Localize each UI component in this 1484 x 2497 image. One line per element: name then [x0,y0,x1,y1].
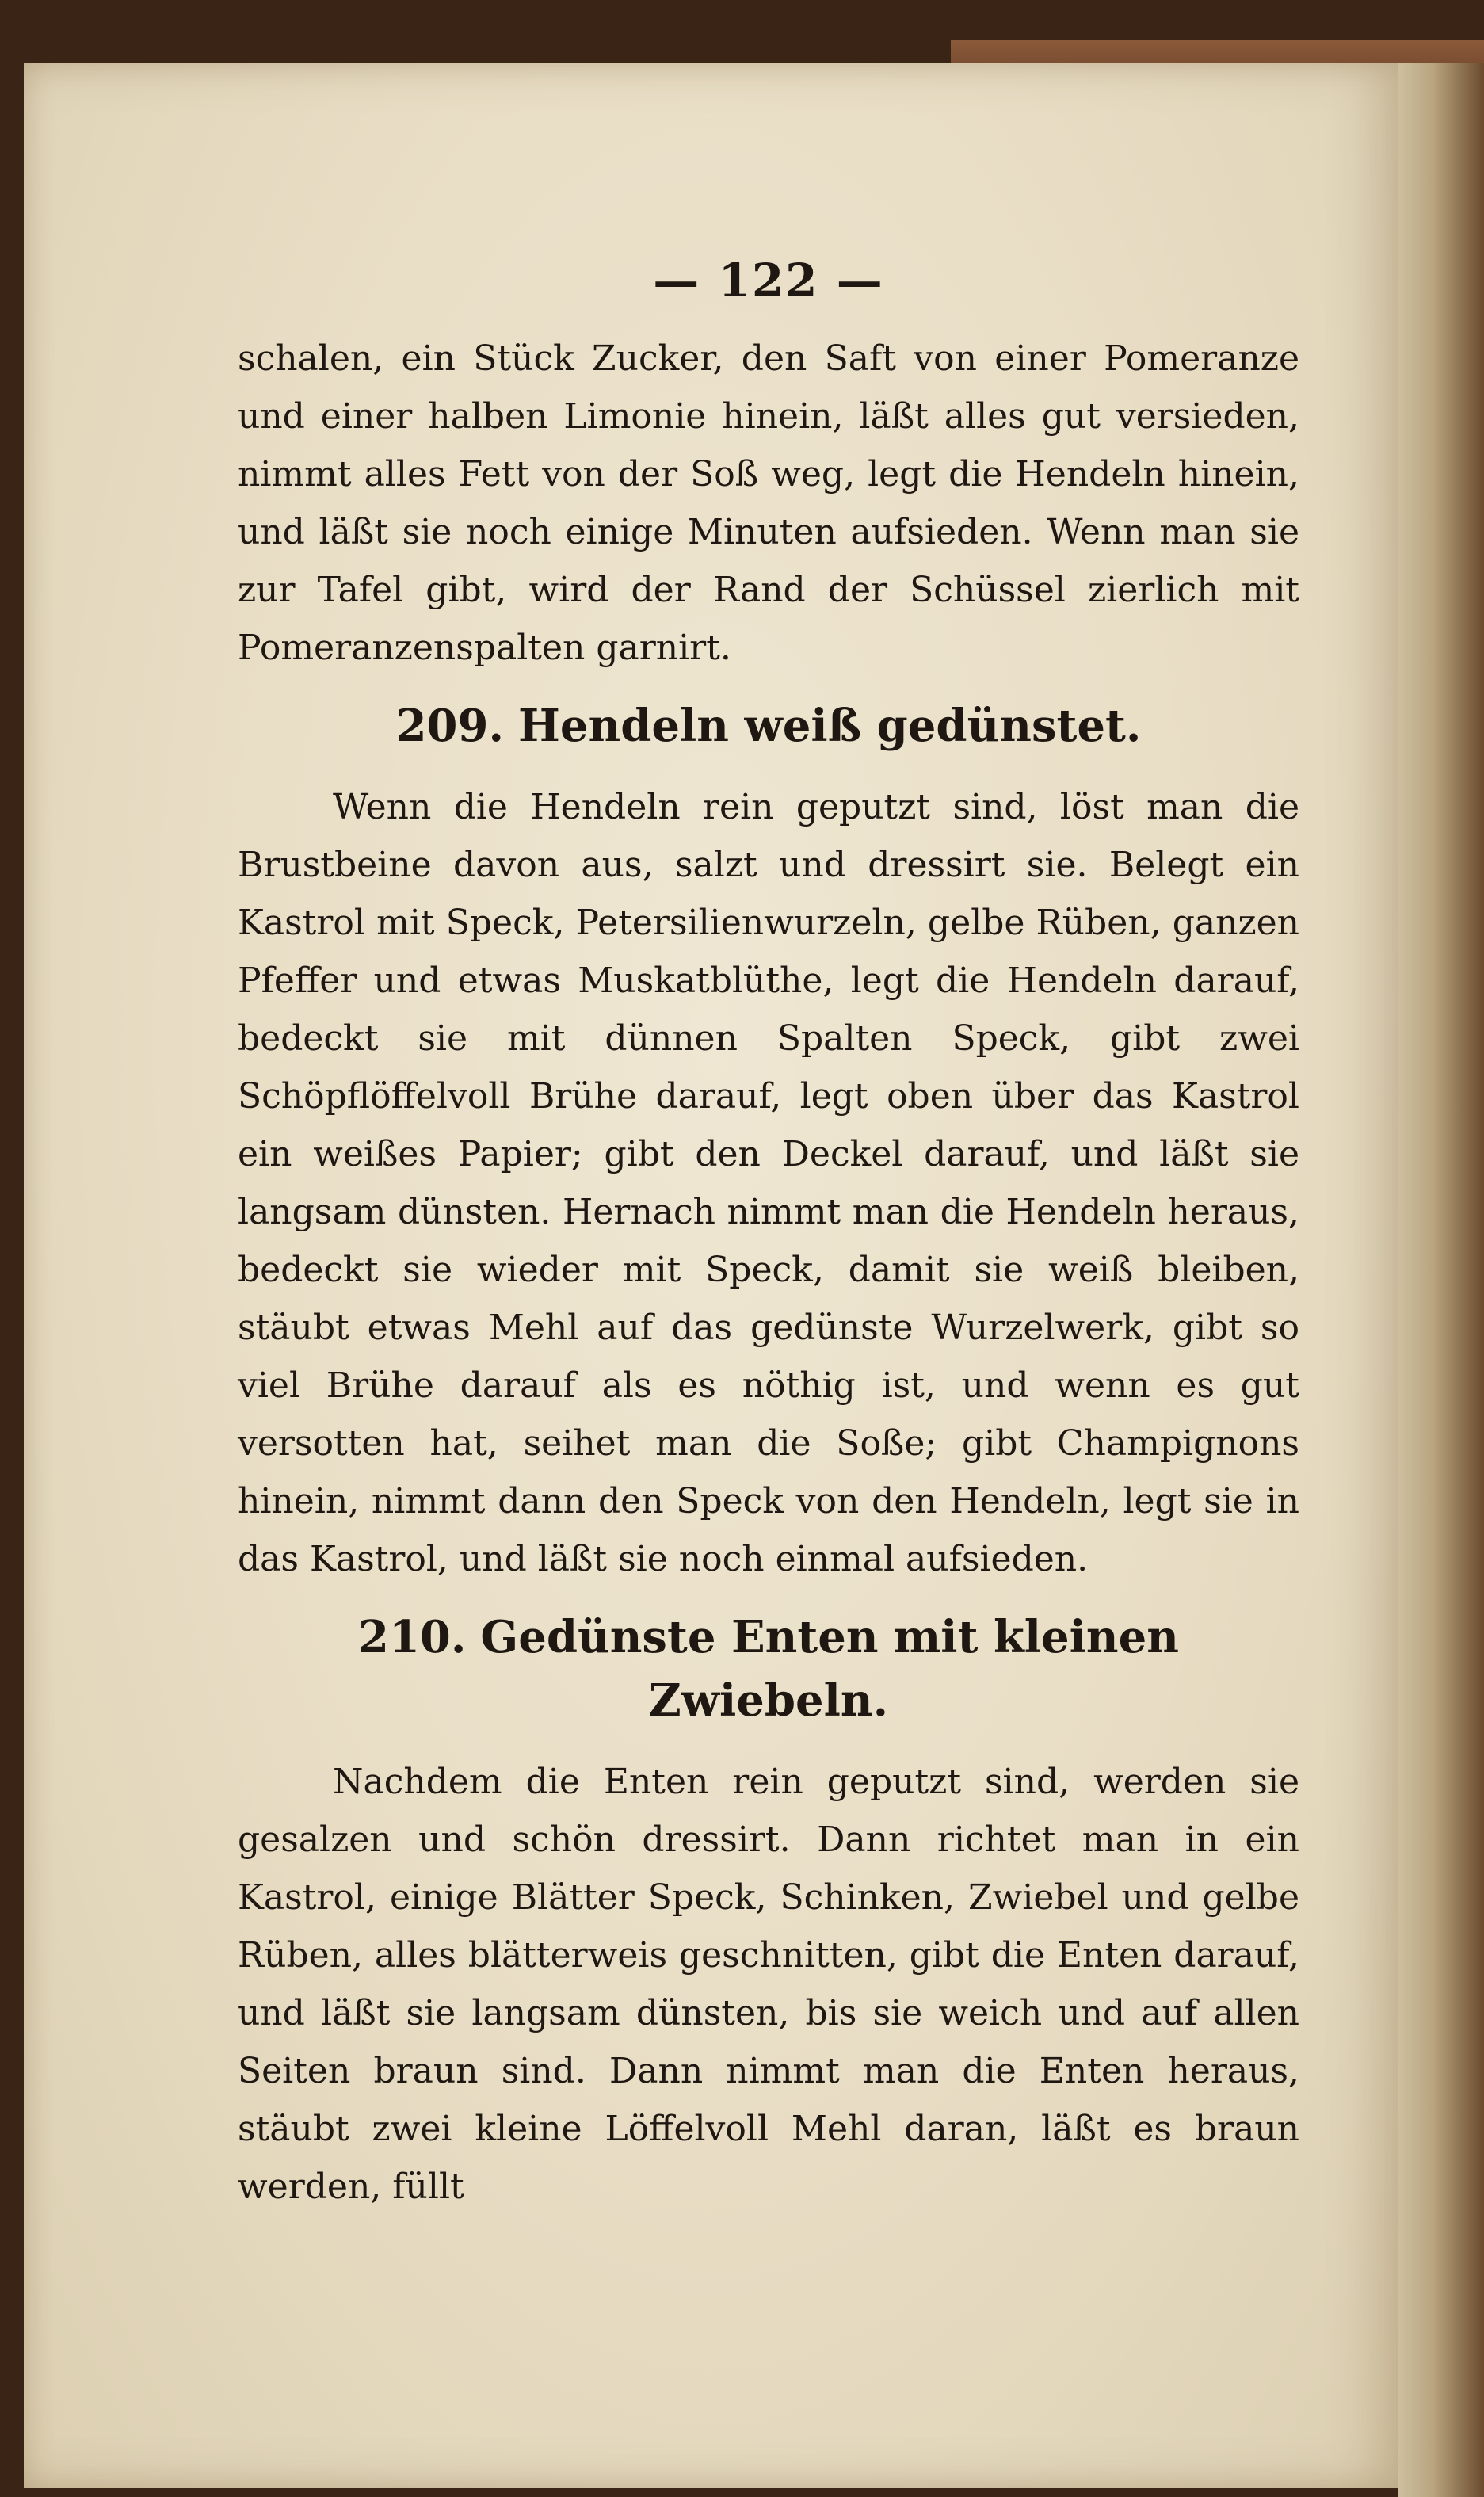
recipe-number-209: 209. [395,700,504,752]
intro-paragraph: schalen, ein Stück Zucker, den Saft von einer Pomeranze und einer halben Limonie hinein, läßt alles gut versieden, nimmt alles Fett von der Soß weg, legt die Hendeln hinein, und läßt sie noch einige Minuten aufsieden. Wenn man sie zur Tafel gibt, wird der Rand der Schüssel zierlich mit Pomeranzenspalten garnirt. [238,338,1299,668]
recipe-title-210: Gedünste Enten mit kleinen Zwiebeln. [480,1611,1179,1727]
recipe-paragraph-209: Wenn die Hendeln rein geputzt sind, löst man die Brustbeine davon aus, salzt und dressirt sie. Belegt ein Kastrol mit Speck, Petersilienwurzeln, gelbe Rüben, ganzen Pfeffer und etwas Muskatblüthe, legt die Hendeln darauf, bedeckt sie mit dünnen Spalten Speck, gibt zwei Schöpflöffelvoll Brühe darauf, legt oben über das Kastrol ein weißes Papier; gibt den Deckel darauf, und läßt sie langsam dünsten. Hernach nimmt man die Hendeln heraus, bedeckt sie wieder mit Speck, damit sie weiß bleiben, stäubt etwas Mehl auf das gedünste Wurzelwerk, gibt so viel Brühe darauf als es nöthig ist, und wenn es gut versotten hat, seihet man die Soße; gibt Champignons hinein, nimmt dann den Speck von den Hendeln, legt sie in das Kastrol, und läßt sie noch einmal aufsieden. [238,787,1299,1579]
recipe-number-210: 210. [358,1611,467,1663]
recipe-paragraph-210: Nachdem die Enten rein geputzt sind, werden sie gesalzen und schön dressirt. Dann richtet man in ein Kastrol, einige Blätter Speck, Schinken, Zwiebel und gelbe Rüben, alles blätterweis geschnitten, gibt die Enten darauf, und läßt sie langsam dünsten, bis sie weich und auf allen Seiten braun sind. Dann nimmt man die Enten heraus, stäubt zwei kleine Löffelvoll Mehl daran, läßt es braun werden, füllt [238,1762,1299,2207]
recipe-title-209: Hendeln weiß gedünstet. [517,700,1142,752]
recipe-heading-210 [238,1605,1299,1732]
page-number: — 122 — [653,254,884,307]
page-fore-edge [1398,63,1484,2497]
recipe-heading-209 [238,694,1299,758]
page-content [238,254,1299,2216]
